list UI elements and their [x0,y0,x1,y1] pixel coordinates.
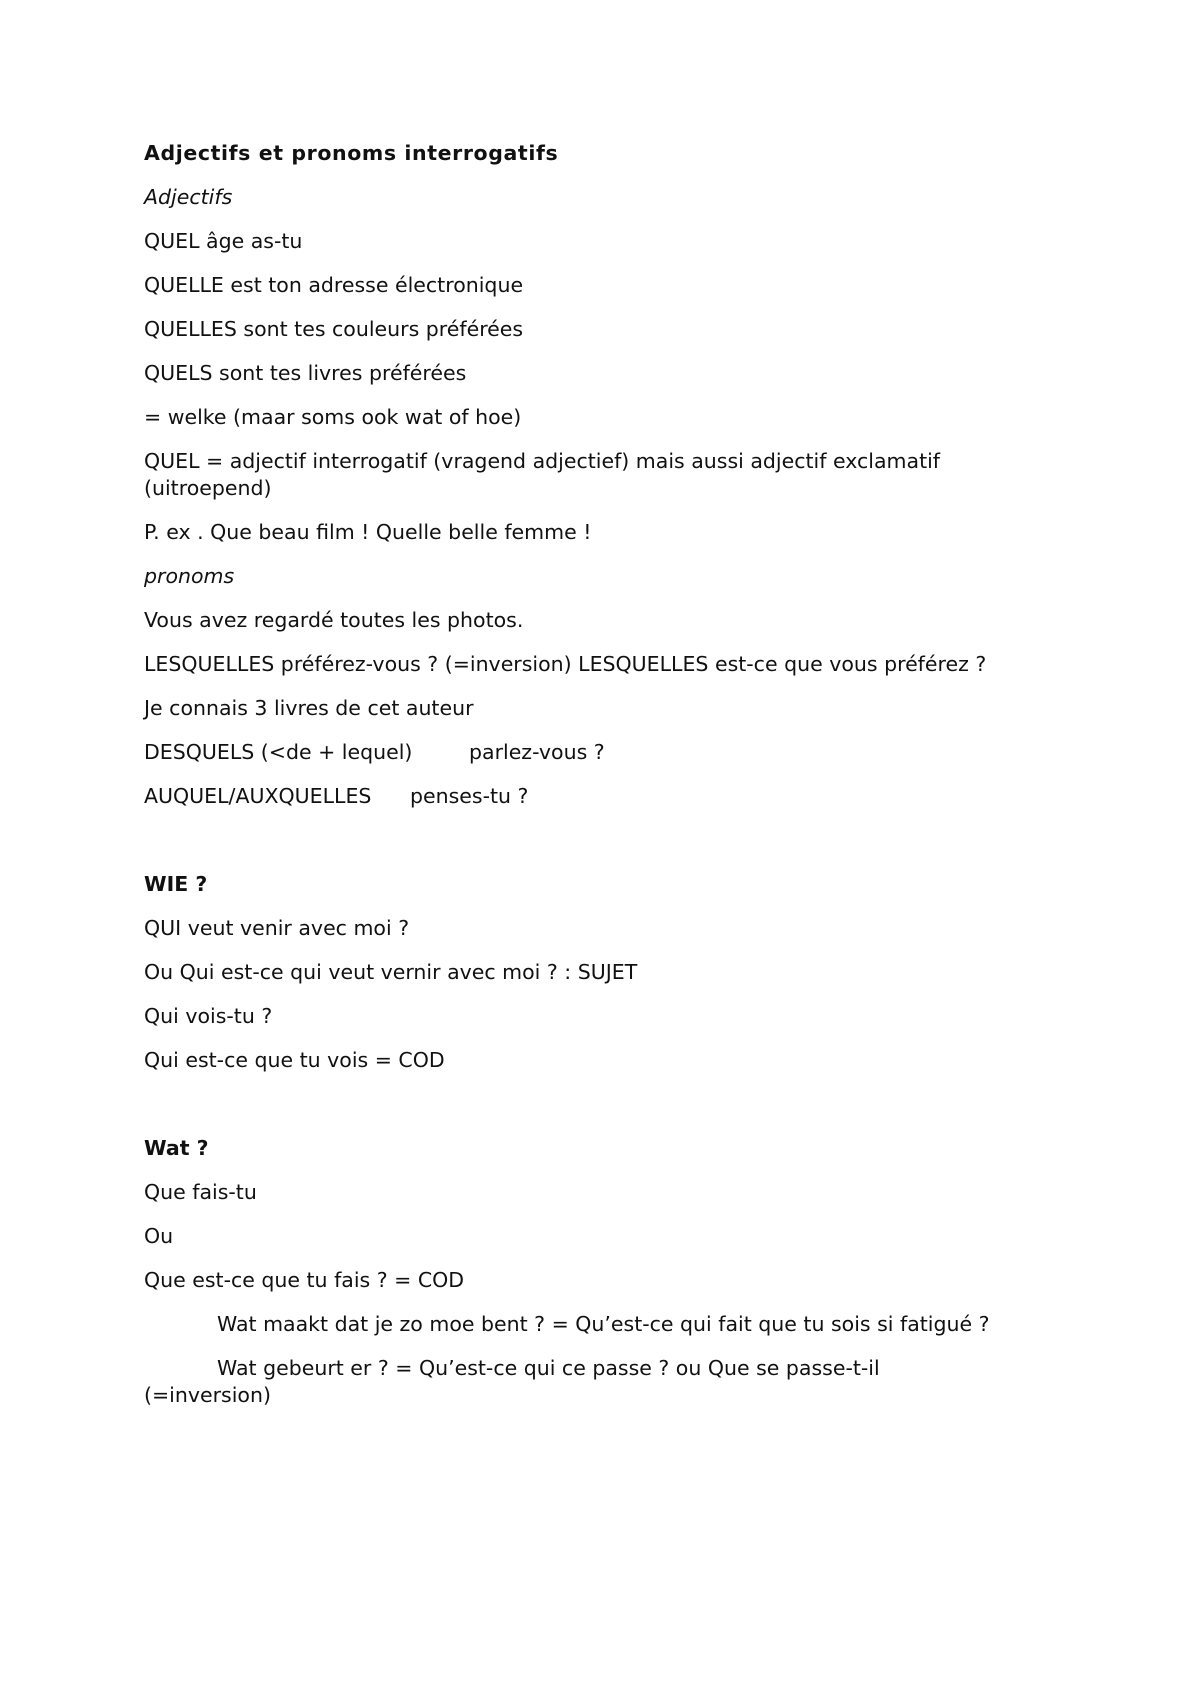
desquels-right: parlez-vous ? [469,740,605,764]
indented-continuation: (=inversion) [144,1383,271,1407]
text-line-indented-wrapped [144,1355,1074,1409]
text-line: Que est-ce que tu fais ? = COD [144,1268,465,1292]
section-heading-wat: Wat ? [144,1136,209,1160]
text-line: Qui vois-tu ? [144,1004,273,1028]
text-line: QUEL = adjectif interrogatif (vragend adjectief) mais aussi adjectif exclamatif (uitroepend) [144,449,947,500]
auquel-left: AUQUEL/AUXQUELLES [144,784,372,808]
section-heading-wie: WIE ? [144,872,208,896]
text-line: Que fais-tu [144,1180,257,1204]
text-line: LESQUELLES préférez-vous ? (=inversion) LESQUELLES est-ce que vous préférez ? [144,652,987,676]
text-line: = welke (maar soms ook wat of hoe) [144,405,522,429]
document-page [144,140,1074,1409]
text-line-indented: Wat maakt dat je zo moe bent ? = Qu’est-ce qui fait que tu sois si fatigué ? [217,1312,990,1336]
text-line: Qui est-ce que tu vois = COD [144,1048,445,1072]
document-title: Adjectifs et pronoms interrogatifs [144,141,559,165]
section-heading-pronoms: pronoms [144,564,235,588]
blank-line [144,827,1074,871]
text-line-desquels [144,739,1074,766]
text-line: QUELLES sont tes couleurs préférées [144,317,524,341]
text-line: QUEL âge as-tu [144,229,303,253]
text-line: P. ex . Que beau film ! Quelle belle femme ! [144,520,592,544]
desquels-left: DESQUELS (<de + lequel) [144,740,413,764]
text-line: QUELLE est ton adresse électronique [144,273,524,297]
auquel-right: penses-tu ? [410,784,529,808]
text-line: Ou [144,1224,174,1248]
indented-first: Wat gebeurt er ? = Qu’est-ce qui ce passe ? ou Que se passe-t-il [217,1356,880,1380]
text-line: Ou Qui est-ce qui veut vernir avec moi ? : SUJET [144,960,638,984]
text-line: QUELS sont tes livres préférées [144,361,467,385]
text-line: Vous avez regardé toutes les photos. [144,608,524,632]
blank-line [144,1091,1074,1135]
text-line-auquel [144,783,1074,810]
text-line: QUI veut venir avec moi ? [144,916,410,940]
section-heading-adjectifs: Adjectifs [144,185,233,209]
text-line: Je connais 3 livres de cet auteur [144,696,474,720]
